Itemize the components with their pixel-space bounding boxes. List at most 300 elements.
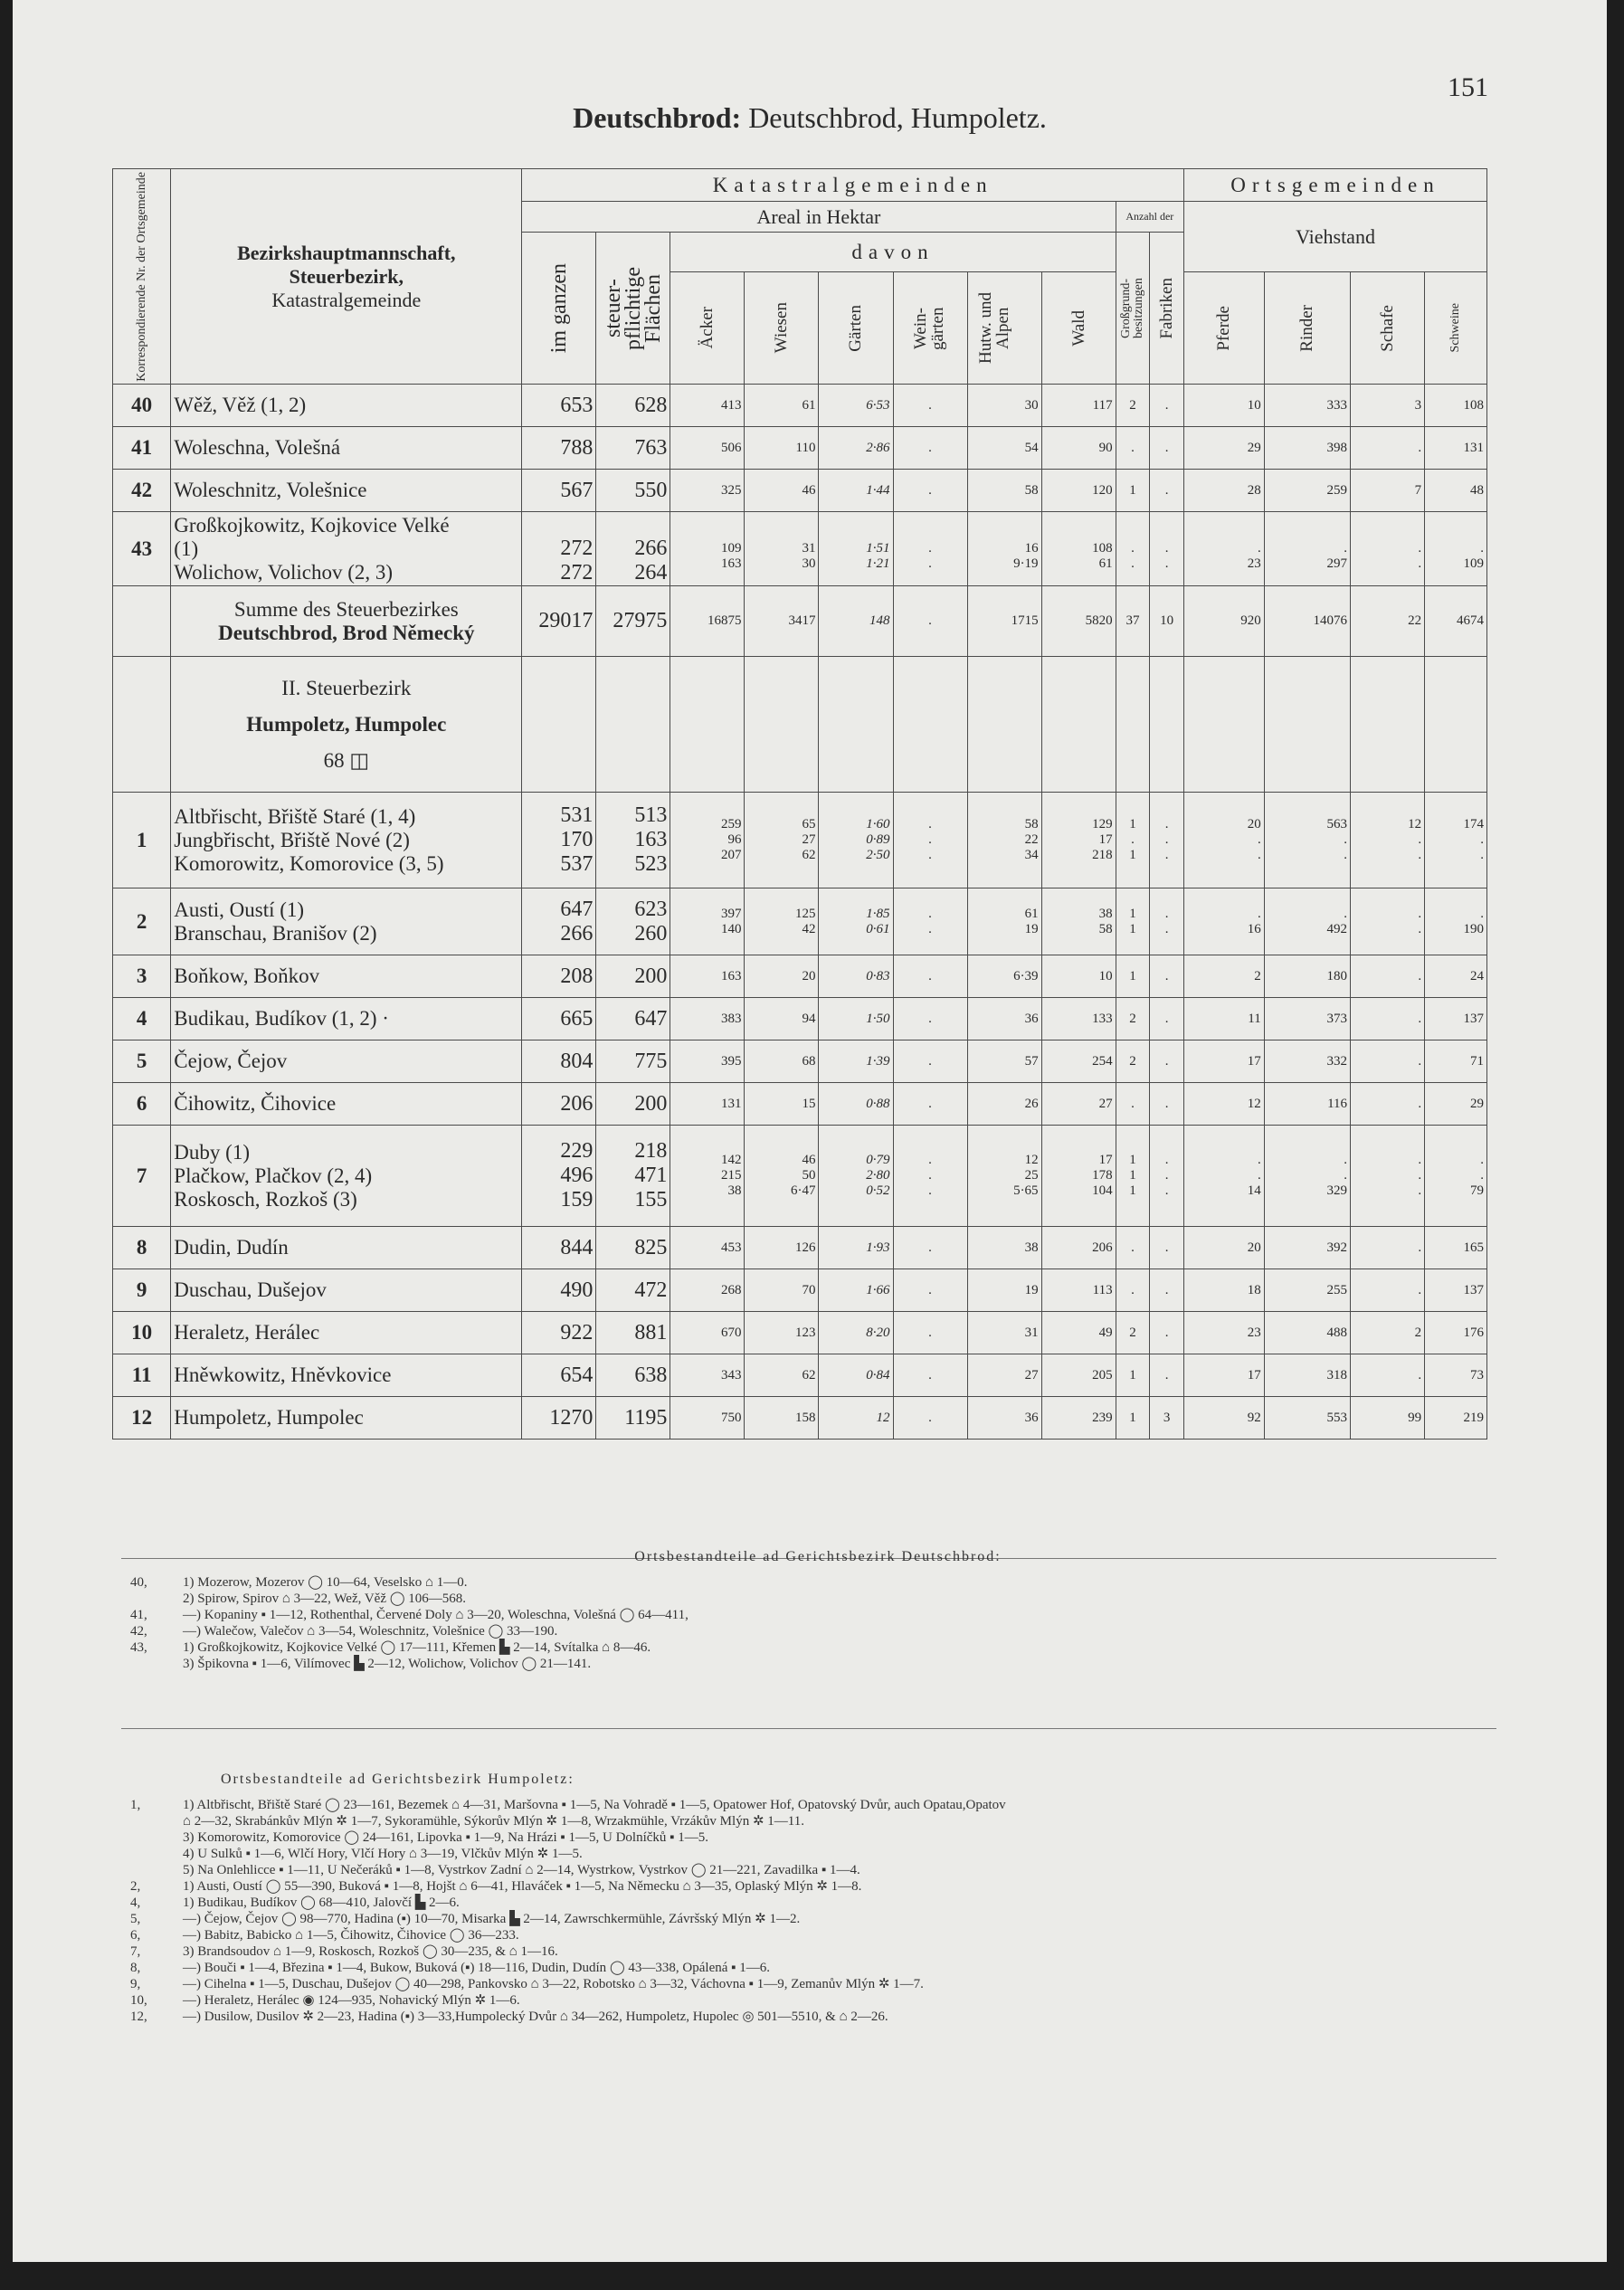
col-schweine — [1425, 793, 1487, 888]
note-line — [130, 1656, 1505, 1672]
col-aecker — [670, 427, 745, 470]
col-pferde-value: 20 — [1247, 1240, 1261, 1255]
col-schweine — [1425, 888, 1487, 955]
col-wiesen-value: 68 — [802, 1053, 816, 1069]
col-steuerpflichtig-value: 623 — [634, 897, 668, 921]
section-title-line: 68 ◫ — [323, 748, 370, 772]
col-rinder-value: 329 — [1326, 1183, 1348, 1198]
col-steuerpflichtig-value: 266 — [634, 537, 668, 560]
col-fabriken-value: . — [1164, 1325, 1169, 1340]
col-grossgrund-value: 2 — [1129, 1053, 1136, 1069]
col-steuerpflichtig — [596, 470, 670, 512]
col-steuerpflichtig-value: 550 — [634, 478, 668, 502]
col-wald-value: 49 — [1098, 1325, 1113, 1340]
col-schafe — [1351, 1040, 1425, 1083]
col-weingaerten-value: . — [928, 397, 932, 413]
col-gaerten-value: 1·21 — [866, 556, 890, 571]
header-areal: Areal in Hektar — [522, 202, 1116, 233]
col-schweine-value: 73 — [1470, 1367, 1484, 1383]
col-pferde-value: 2 — [1254, 968, 1261, 983]
col-gaerten — [819, 586, 893, 657]
col-gaerten-value: 0·79 — [866, 1153, 890, 1167]
col-wiesen — [745, 470, 819, 512]
col-rinder — [1264, 793, 1350, 888]
col-weingaerten — [893, 470, 967, 512]
col-weingaerten-value: . — [928, 556, 932, 571]
col-aecker-value: 750 — [720, 1410, 742, 1425]
note-text: 3) Brandsoudov ⌂ 1—9, Roskosch, Rozkoš ◯ 30—235, & ⌂ 1—16. — [183, 1944, 558, 1959]
col-schafe — [1351, 586, 1425, 657]
col-im-ganzen — [522, 1083, 596, 1126]
col-schafe-value: . — [1418, 1168, 1422, 1183]
col-gaerten-value: 12 — [876, 1410, 890, 1425]
col-aecker-value: 325 — [720, 482, 742, 498]
col-schweine-value: . — [1480, 541, 1484, 556]
municipality-name-line: Altbřischt, Břiště Staré (1, 4) — [174, 804, 416, 828]
page-number: 151 — [1448, 72, 1488, 102]
col-weingaerten-value: . — [928, 1153, 932, 1167]
summary-row — [113, 586, 1487, 657]
col-wald-value: 104 — [1092, 1183, 1113, 1198]
col-hutweiden-value: 58 — [1024, 482, 1039, 498]
col-pferde-value: 16 — [1247, 921, 1261, 936]
header-fabriken: Fabriken — [1150, 233, 1184, 385]
col-gaerten-value: 0·61 — [866, 921, 890, 936]
col-wald — [1041, 1354, 1116, 1397]
table-row — [113, 1083, 1487, 1126]
col-wiesen-value: 6·47 — [790, 1183, 816, 1198]
col-pferde-value: 20 — [1247, 817, 1261, 831]
col-gaerten-value — [821, 526, 889, 541]
col-weingaerten — [893, 955, 967, 998]
col-im-ganzen-value: 159 — [560, 1188, 594, 1212]
col-hutweiden — [967, 955, 1041, 998]
col-schweine-value: 165 — [1463, 1240, 1484, 1255]
col-pferde — [1184, 1227, 1265, 1269]
col-gaerten — [819, 1083, 893, 1126]
col-wiesen — [745, 586, 819, 657]
col-hutweiden — [967, 1040, 1041, 1083]
table-row — [113, 427, 1487, 470]
col-steuerpflichtig — [596, 427, 670, 470]
municipality-name-line: Budikau, Budíkov (1, 2) · — [174, 1007, 389, 1030]
col-hutweiden — [967, 1269, 1041, 1312]
municipality-name — [171, 1397, 522, 1440]
col-rinder-value: 333 — [1326, 397, 1348, 413]
col-im-ganzen — [522, 1040, 596, 1083]
col-steuerpflichtig-value: 628 — [634, 393, 668, 417]
col-im-ganzen-value: 170 — [560, 828, 594, 851]
col-wiesen-value: 158 — [794, 1410, 816, 1425]
col-hutweiden-value — [971, 526, 1039, 541]
col-wiesen — [745, 1269, 819, 1312]
col-gaerten — [819, 955, 893, 998]
table-row — [113, 1397, 1487, 1440]
col-rinder-value: . — [1344, 832, 1348, 847]
col-rinder — [1264, 427, 1350, 470]
col-grossgrund-value: 1 — [1129, 906, 1136, 921]
col-rinder-value: 392 — [1326, 1240, 1348, 1255]
col-fabriken-value: . — [1164, 1168, 1169, 1183]
col-pferde-value: 14 — [1247, 1183, 1261, 1198]
col-wiesen — [745, 1397, 819, 1440]
section-title-line: Humpoletz, Humpolec — [246, 712, 447, 736]
col-pferde-value: 23 — [1247, 556, 1261, 571]
document-page — [13, 0, 1607, 2262]
col-wiesen-value — [747, 526, 815, 541]
col-gaerten-value: 0·88 — [866, 1096, 890, 1111]
col-steuerpflichtig-value: 638 — [634, 1363, 668, 1387]
municipality-name-line: Hněwkowitz, Hněvkovice — [174, 1364, 392, 1386]
municipality-name — [171, 1083, 522, 1126]
municipality-name-line: Summe des Steuerbezirkes — [233, 597, 459, 621]
col-im-ganzen-value: 266 — [560, 921, 594, 945]
col-rinder-value: 553 — [1326, 1410, 1348, 1425]
col-weingaerten-value: . — [928, 1053, 932, 1069]
col-schafe-value: . — [1418, 921, 1422, 936]
col-weingaerten-value: . — [928, 1240, 932, 1255]
col-steuerpflichtig — [596, 1269, 670, 1312]
col-schweine — [1425, 1126, 1487, 1227]
row-number: 11 — [113, 1354, 171, 1397]
municipality-name — [171, 955, 522, 998]
col-hutweiden-value: 30 — [1024, 397, 1039, 413]
row-number: 8 — [113, 1227, 171, 1269]
col-steuerpflichtig-value: 218 — [634, 1139, 668, 1163]
col-im-ganzen — [522, 470, 596, 512]
col-pferde-value: 29 — [1247, 440, 1261, 455]
header-weingaerten: Wein- gärten — [893, 272, 967, 385]
col-rinder-value: 488 — [1326, 1325, 1348, 1340]
municipality-name-line: Boňkow, Boňkov — [174, 964, 320, 987]
empty-cell — [596, 657, 670, 793]
col-fabriken-value: 10 — [1160, 613, 1174, 628]
col-hutweiden-value: 22 — [1024, 832, 1039, 847]
note-text: 2) Spirow, Spirov ⌂ 3—22, Wež, Věž ◯ 106—568. — [183, 1592, 467, 1606]
col-hutweiden-value: 1715 — [1011, 613, 1039, 628]
col-steuerpflichtig-value: 881 — [634, 1320, 668, 1345]
col-wald-value: 133 — [1092, 1011, 1113, 1026]
col-aecker-value: 109 — [720, 541, 742, 556]
col-aecker-value: 38 — [727, 1183, 742, 1198]
col-gaerten — [819, 427, 893, 470]
col-hutweiden — [967, 1354, 1041, 1397]
col-wald — [1041, 1126, 1116, 1227]
col-schafe — [1351, 1083, 1425, 1126]
col-pferde-value: 17 — [1247, 1367, 1261, 1383]
col-steuerpflichtig — [596, 998, 670, 1040]
col-wald-value: 206 — [1092, 1240, 1113, 1255]
row-number: 6 — [113, 1083, 171, 1126]
col-rinder-value: 180 — [1326, 968, 1348, 983]
col-fabriken-value: . — [1164, 1240, 1169, 1255]
col-im-ganzen — [522, 793, 596, 888]
col-pferde — [1184, 1397, 1265, 1440]
col-fabriken — [1150, 586, 1184, 657]
col-aecker — [670, 385, 745, 427]
col-weingaerten — [893, 998, 967, 1040]
col-weingaerten-value: . — [928, 906, 932, 921]
note-ref: 41, — [130, 1608, 147, 1622]
col-grossgrund — [1116, 1354, 1150, 1397]
municipality-name-line: Humpoletz, Humpolec — [174, 1406, 364, 1429]
col-weingaerten-value: . — [928, 848, 932, 862]
note-text: 1) Großkojkowitz, Kojkovice Velké ◯ 17—111, Křemen ▙ 2—14, Svítalka ⌂ 8—46. — [183, 1640, 651, 1655]
note-line — [130, 1846, 1505, 1862]
row-number: 5 — [113, 1040, 171, 1083]
col-fabriken-value: 3 — [1163, 1410, 1171, 1425]
col-gaerten-value: 1·50 — [866, 1011, 890, 1026]
col-pferde — [1184, 1083, 1265, 1126]
note-ref: 7, — [130, 1944, 141, 1959]
col-grossgrund — [1116, 1312, 1150, 1354]
col-gaerten — [819, 793, 893, 888]
col-weingaerten-value: . — [928, 1011, 932, 1026]
col-wiesen-value: 31 — [802, 541, 816, 556]
col-aecker — [670, 1312, 745, 1354]
col-rinder — [1264, 1397, 1350, 1440]
col-aecker-value: 383 — [720, 1011, 742, 1026]
col-wiesen — [745, 1040, 819, 1083]
col-hutweiden — [967, 385, 1041, 427]
col-steuerpflichtig — [596, 385, 670, 427]
municipality-name-line: Čejow, Čejov — [174, 1050, 288, 1072]
col-im-ganzen — [522, 427, 596, 470]
row-number: 41 — [113, 427, 171, 470]
col-rinder-value: 259 — [1326, 482, 1348, 498]
col-grossgrund-value: 37 — [1125, 613, 1140, 628]
col-fabriken-value: . — [1164, 1011, 1169, 1026]
col-schafe-value: . — [1418, 832, 1422, 847]
title-subdistricts: Deutschbrod, Humpoletz. — [741, 101, 1047, 134]
header-grossgrund: Großgrund- besitzungen — [1116, 233, 1150, 385]
col-grossgrund-value: 1 — [1129, 1410, 1136, 1425]
col-rinder — [1264, 512, 1350, 586]
col-wald — [1041, 470, 1116, 512]
header-viehstand: Viehstand — [1184, 202, 1487, 272]
col-aecker-value: 163 — [720, 556, 742, 571]
col-fabriken-value: . — [1164, 832, 1169, 847]
note-line — [130, 1797, 1505, 1813]
col-wald-value: 5820 — [1085, 613, 1113, 628]
note-ref: 8, — [130, 1961, 141, 1975]
col-hutweiden-value: 34 — [1024, 848, 1039, 862]
col-schafe — [1351, 1227, 1425, 1269]
municipality-name-line: Woleschnitz, Volešnice — [174, 479, 367, 501]
col-wald-value: 90 — [1098, 440, 1113, 455]
col-rinder-value: 373 — [1326, 1011, 1348, 1026]
col-pferde-value: . — [1257, 906, 1261, 921]
col-hutweiden-value: 6·39 — [1013, 968, 1039, 983]
note-line — [130, 1878, 1505, 1895]
municipality-name — [171, 1354, 522, 1397]
col-wiesen — [745, 888, 819, 955]
col-fabriken-value: . — [1164, 1367, 1169, 1383]
col-steuerpflichtig-value: 775 — [634, 1049, 668, 1073]
note-ref: 10, — [130, 1993, 147, 2008]
col-aecker-value — [673, 526, 741, 541]
col-hutweiden — [967, 888, 1041, 955]
empty-cell — [1351, 657, 1425, 793]
col-aecker-value: 453 — [720, 1240, 742, 1255]
col-grossgrund-value: 2 — [1129, 1325, 1136, 1340]
col-aecker — [670, 888, 745, 955]
col-rinder — [1264, 955, 1350, 998]
col-hutweiden-value: 9·19 — [1013, 556, 1039, 571]
col-pferde — [1184, 470, 1265, 512]
col-pferde-value: 23 — [1247, 1325, 1261, 1340]
col-pferde-value: 10 — [1247, 397, 1261, 413]
municipality-name-line: Dudin, Dudín — [174, 1236, 289, 1259]
col-gaerten-value: 0·84 — [866, 1367, 890, 1383]
col-pferde-value: 12 — [1247, 1096, 1261, 1111]
col-rinder — [1264, 1126, 1350, 1227]
col-steuerpflichtig — [596, 1083, 670, 1126]
col-aecker-value: 268 — [720, 1282, 742, 1297]
col-hutweiden — [967, 998, 1041, 1040]
municipality-name — [171, 1040, 522, 1083]
col-rinder — [1264, 470, 1350, 512]
header-pferde: Pferde — [1184, 272, 1265, 385]
col-wald — [1041, 888, 1116, 955]
col-rinder-value: . — [1344, 541, 1348, 556]
col-wiesen-value: 30 — [802, 556, 816, 571]
col-schweine — [1425, 586, 1487, 657]
col-wiesen — [745, 512, 819, 586]
col-weingaerten — [893, 1312, 967, 1354]
col-schweine-value: . — [1480, 848, 1484, 862]
col-pferde — [1184, 586, 1265, 657]
col-gaerten — [819, 1269, 893, 1312]
col-hutweiden-value: 54 — [1024, 440, 1039, 455]
col-schafe — [1351, 1126, 1425, 1227]
col-im-ganzen-value: 206 — [560, 1091, 594, 1116]
col-wald-value: 58 — [1098, 921, 1113, 936]
col-pferde — [1184, 888, 1265, 955]
col-schafe-value: . — [1418, 1011, 1422, 1026]
col-weingaerten-value: . — [928, 1168, 932, 1183]
municipality-name-line: Heraletz, Herálec — [174, 1321, 320, 1344]
col-im-ganzen-value: 272 — [560, 561, 594, 584]
statistics-body — [113, 385, 1487, 1440]
col-gaerten — [819, 1354, 893, 1397]
col-fabriken — [1150, 1040, 1184, 1083]
col-schafe — [1351, 793, 1425, 888]
col-weingaerten — [893, 586, 967, 657]
municipality-name-line: (1) — [174, 537, 199, 560]
col-grossgrund — [1116, 586, 1150, 657]
note-ref: 42, — [130, 1624, 147, 1639]
col-schafe-value: 2 — [1414, 1325, 1422, 1340]
col-hutweiden-value: 19 — [1024, 921, 1039, 936]
col-hutweiden-value: 27 — [1024, 1367, 1039, 1383]
col-wald-value: 117 — [1092, 397, 1113, 413]
col-aecker-value: 163 — [720, 968, 742, 983]
col-weingaerten — [893, 1083, 967, 1126]
col-schafe — [1351, 470, 1425, 512]
col-grossgrund — [1116, 427, 1150, 470]
note-ref: 43, — [130, 1640, 147, 1655]
col-pferde — [1184, 385, 1265, 427]
col-grossgrund-value: 1 — [1129, 1183, 1136, 1198]
col-steuerpflichtig-value: 155 — [634, 1188, 668, 1212]
col-wiesen-value: 50 — [802, 1168, 816, 1183]
col-im-ganzen — [522, 1269, 596, 1312]
col-schweine — [1425, 1040, 1487, 1083]
note-ref: 2, — [130, 1879, 141, 1894]
col-fabriken — [1150, 470, 1184, 512]
municipality-name — [171, 1269, 522, 1312]
col-wald-value — [1045, 526, 1113, 541]
header-aecker: Äcker — [670, 272, 745, 385]
col-rinder-value: . — [1344, 848, 1348, 862]
note-line — [130, 1960, 1505, 1976]
col-pferde-value: 18 — [1247, 1282, 1261, 1297]
col-gaerten-value: 1·85 — [866, 906, 890, 921]
note-line — [130, 1574, 1505, 1591]
col-wiesen-value: 46 — [802, 1153, 816, 1167]
page-title — [13, 101, 1607, 135]
col-schweine-value: 48 — [1470, 482, 1484, 498]
col-grossgrund-value: 1 — [1129, 968, 1136, 983]
notes-humpoletz-title: Ortsbestandteile ad Gerichtsbezirk Humpoletz: — [221, 1772, 575, 1787]
col-weingaerten — [893, 385, 967, 427]
col-fabriken-value: . — [1164, 906, 1169, 921]
row-number: 7 — [113, 1126, 171, 1227]
empty-cell — [819, 657, 893, 793]
note-line — [130, 1895, 1505, 1911]
col-fabriken — [1150, 1083, 1184, 1126]
col-pferde — [1184, 427, 1265, 470]
municipality-name-line: Großkojkowitz, Kojkovice Velké — [174, 513, 450, 537]
col-im-ganzen — [522, 955, 596, 998]
note-ref: 4, — [130, 1896, 141, 1910]
col-grossgrund-value: 2 — [1129, 1011, 1136, 1026]
header-anzahl: Anzahl der — [1116, 202, 1183, 233]
municipality-name-line: Čihowitz, Čihovice — [174, 1092, 337, 1115]
col-gaerten — [819, 998, 893, 1040]
col-gaerten — [819, 1227, 893, 1269]
col-grossgrund-value: 1 — [1129, 921, 1136, 936]
col-wald-value: 178 — [1092, 1168, 1113, 1183]
col-gaerten-value: 148 — [869, 613, 890, 628]
note-text: —) Dusilow, Dusilov ✲ 2—23, Hadina (▪) 3—33,Humpolecký Dvůr ⌂ 34—262, Humpoletz, Hupolec ◎ 501—5510, & ⌂ 2—26. — [183, 2010, 888, 2024]
municipality-name-line: Wěž, Věž (1, 2) — [174, 394, 307, 416]
col-hutweiden-value: 61 — [1024, 906, 1039, 921]
col-wiesen — [745, 955, 819, 998]
municipality-name — [171, 888, 522, 955]
col-wald-value: 239 — [1092, 1410, 1113, 1425]
col-steuerpflichtig — [596, 955, 670, 998]
col-aecker-value: 207 — [720, 848, 742, 862]
col-fabriken-value: . — [1164, 1282, 1169, 1297]
col-aecker-value: 259 — [720, 817, 742, 831]
note-line — [130, 1943, 1505, 1960]
col-rinder-value: . — [1344, 906, 1348, 921]
table-row — [113, 385, 1487, 427]
col-aecker-value: 142 — [720, 1153, 742, 1167]
col-grossgrund-value: . — [1131, 1240, 1135, 1255]
col-gaerten-value: 1·51 — [866, 541, 890, 556]
col-rinder — [1264, 586, 1350, 657]
col-schafe-value: . — [1418, 1183, 1422, 1198]
col-im-ganzen-value: 654 — [560, 1363, 594, 1387]
empty-cell — [670, 657, 745, 793]
col-schafe — [1351, 888, 1425, 955]
note-line — [130, 1927, 1505, 1943]
col-fabriken-value: . — [1164, 482, 1169, 498]
municipality-name — [171, 512, 522, 586]
